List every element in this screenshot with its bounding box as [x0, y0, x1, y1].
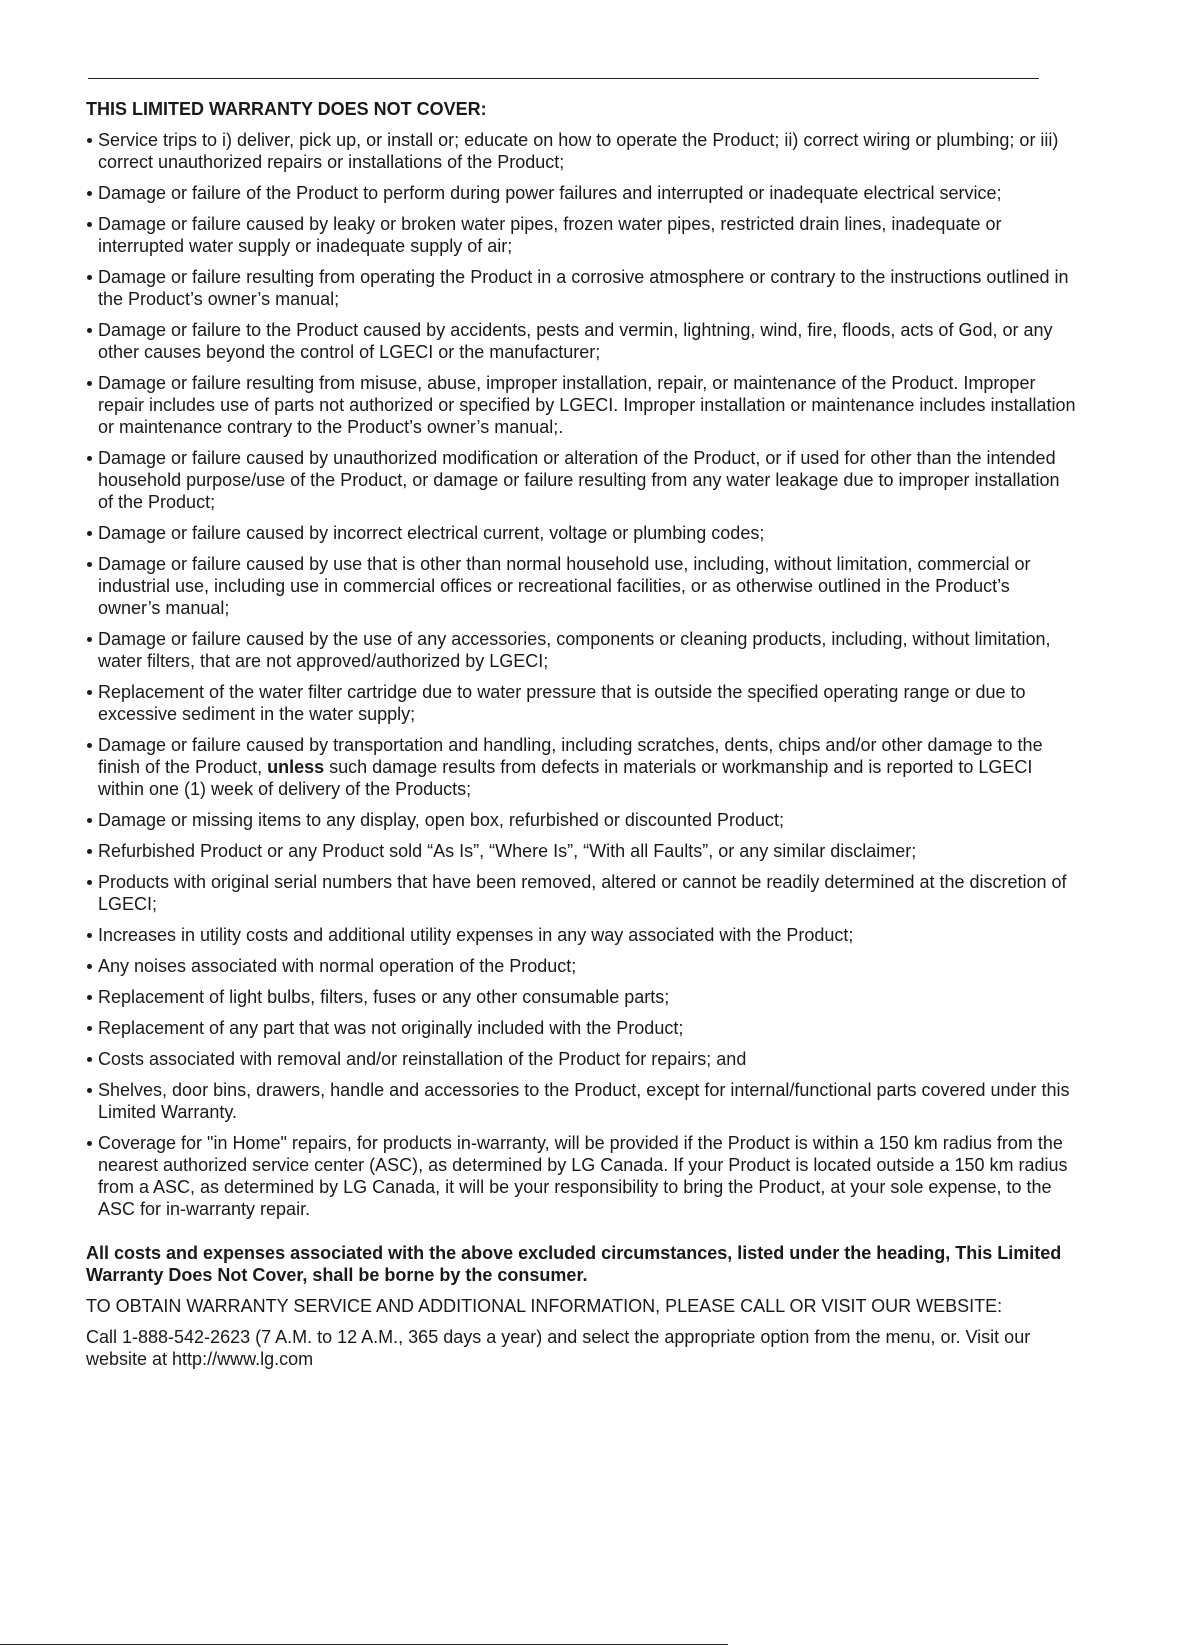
list-item: Damage or failure caused by unauthorized modification or alteration of the Product, or if used for other than the intended household purpose/use of the Product, or damage or failure resulting from any water leakage due to improper installation of the Product; — [86, 447, 1076, 513]
list-item-text-before: Damage or failure caused by transportation and handling, including scratches, dents, chips and/or other damage to the finish of the Product, — [98, 735, 1043, 777]
emphasis-unless: unless — [267, 757, 325, 777]
list-item: Damage or failure resulting from operating the Product in a corrosive atmosphere or contrary to the instructions outlined in the Product’s owner’s manual; — [86, 266, 1076, 310]
consumer-cost-notice: All costs and expenses associated with the above excluded circumstances, listed under the heading, This Limited Warranty Does Not Cover, shall be borne by the consumer. — [86, 1243, 1062, 1285]
list-item: Costs associated with removal and/or reinstallation of the Product for repairs; and — [86, 1048, 1076, 1070]
list-item: Damage or failure caused by the use of any accessories, components or cleaning products, including, without limitation, water filters, that are not approved/authorized by LGECI; — [86, 628, 1076, 672]
list-item — [86, 734, 1076, 800]
contact-info: Call 1-888-542-2623 (7 A.M. to 12 A.M., 365 days a year) and select the appropriate option from the menu, or. Visit our website at http://www.lg.com — [86, 1327, 1031, 1369]
list-item: Replacement of the water filter cartridge due to water pressure that is outside the specified operating range or due to excessive sediment in the water supply; — [86, 681, 1076, 725]
section-heading: THIS LIMITED WARRANTY DOES NOT COVER: — [86, 99, 487, 119]
bottom-divider — [0, 1644, 728, 1645]
list-item: Damage or failure resulting from misuse, abuse, improper installation, repair, or maintenance of the Product. Improper repair includes use of parts not authorized or specified by LGECI. Improper installation or maintenance includes installation or maintenance contrary to the Product’s owner’s manual;. — [86, 372, 1076, 438]
list-item: Coverage for "in Home" repairs, for products in-warranty, will be provided if the Product is within a 150 km radius from the nearest authorized service center (ASC), as determined by LG Canada. If your Product is located outside a 150 km radius from a ASC, as determined by LG Canada, it will be your responsibility to bring the Product, at your sole expense, to the ASC for in-warranty repair. — [86, 1132, 1076, 1220]
list-item: Replacement of light bulbs, filters, fuses or any other consumable parts; — [86, 986, 1076, 1008]
list-item: Products with original serial numbers that have been removed, altered or cannot be readily determined at the discretion of LGECI; — [86, 871, 1076, 915]
list-item: Any noises associated with normal operation of the Product; — [86, 955, 1076, 977]
list-item: Increases in utility costs and additional utility expenses in any way associated with the Product; — [86, 924, 1076, 946]
list-item: Shelves, door bins, drawers, handle and accessories to the Product, except for internal/functional parts covered under this Limited Warranty. — [86, 1079, 1076, 1123]
list-item-text-after: such damage results from defects in materials or workmanship and is reported to LGECI within one (1) week of delivery of the Products; — [98, 757, 1033, 799]
list-item: Damage or failure caused by leaky or broken water pipes, frozen water pipes, restricted drain lines, inadequate or interrupted water supply or inadequate supply of air; — [86, 213, 1076, 257]
list-item: Damage or missing items to any display, open box, refurbished or discounted Product; — [86, 809, 1076, 831]
list-item: Replacement of any part that was not originally included with the Product; — [86, 1017, 1076, 1039]
list-item: Service trips to i) deliver, pick up, or install or; educate on how to operate the Product; ii) correct wiring or plumbing; or iii) correct unauthorized repairs or installations of the Product; — [86, 129, 1076, 173]
list-item: Damage or failure to the Product caused by accidents, pests and vermin, lightning, wind, fire, floods, acts of God, or any other causes beyond the control of LGECI or the manufacturer; — [86, 319, 1076, 363]
list-item: Damage or failure of the Product to perform during power failures and interrupted or inadequate electrical service; — [86, 182, 1076, 204]
warranty-exclusions-section — [86, 98, 1076, 1379]
top-divider — [88, 78, 1039, 79]
list-item: Damage or failure caused by incorrect electrical current, voltage or plumbing codes; — [86, 522, 1076, 544]
exclusions-list — [86, 129, 1076, 1220]
list-item: Refurbished Product or any Product sold “As Is”, “Where Is”, “With all Faults”, or any similar disclaimer; — [86, 840, 1076, 862]
list-item: Damage or failure caused by use that is other than normal household use, including, without limitation, commercial or industrial use, including use in commercial offices or recreational facilities, or as otherwise outlined in the Product’s owner’s manual; — [86, 553, 1076, 619]
service-info-heading: TO OBTAIN WARRANTY SERVICE AND ADDITIONAL INFORMATION, PLEASE CALL OR VISIT OUR WEBSITE: — [86, 1296, 1003, 1316]
